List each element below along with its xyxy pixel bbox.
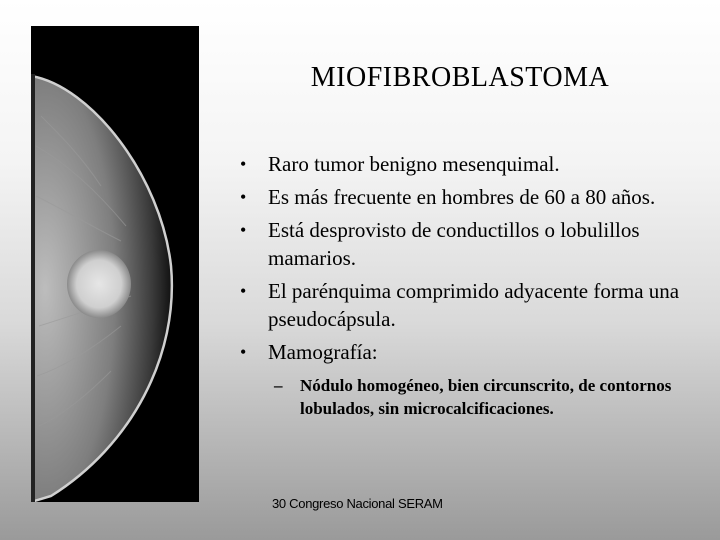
bullet-dot-icon: • <box>240 187 247 207</box>
sub-bullet-item <box>268 374 708 420</box>
bullet-text: Mamografía: <box>268 340 378 364</box>
dash-icon: – <box>274 376 283 395</box>
mammogram-graphic <box>31 26 199 502</box>
bullet-item <box>238 183 708 211</box>
nodule <box>67 250 131 318</box>
bullet-dot-icon: • <box>240 154 247 174</box>
bullet-item <box>238 277 708 333</box>
bullet-text: El parénquima comprimido adyacente forma una pseudocápsula. <box>268 279 680 331</box>
bullet-item <box>238 150 708 178</box>
bullet-item <box>238 216 708 272</box>
bullet-text: Raro tumor benigno mesenquimal. <box>268 152 560 176</box>
bullet-text: Es más frecuente en hombres de 60 a 80 años. <box>268 185 656 209</box>
sub-bullet-text: Nódulo homogéneo, bien circunscrito, de contornos lobulados, sin microcalcificaciones. <box>300 376 672 418</box>
bullet-dot-icon: • <box>240 220 247 240</box>
footer-text: 30 Congreso Nacional SERAM <box>272 496 443 511</box>
bullet-text: Está desprovisto de conductillos o lobulillos mamarios. <box>268 218 640 270</box>
mammogram-image <box>31 26 199 502</box>
sub-bullet-list <box>268 374 708 420</box>
bullet-dot-icon: • <box>240 281 247 301</box>
slide-title: MIOFIBROBLASTOMA <box>310 62 610 93</box>
bullet-item <box>238 338 708 420</box>
bullet-dot-icon: • <box>240 342 247 362</box>
bullet-list <box>238 150 708 425</box>
